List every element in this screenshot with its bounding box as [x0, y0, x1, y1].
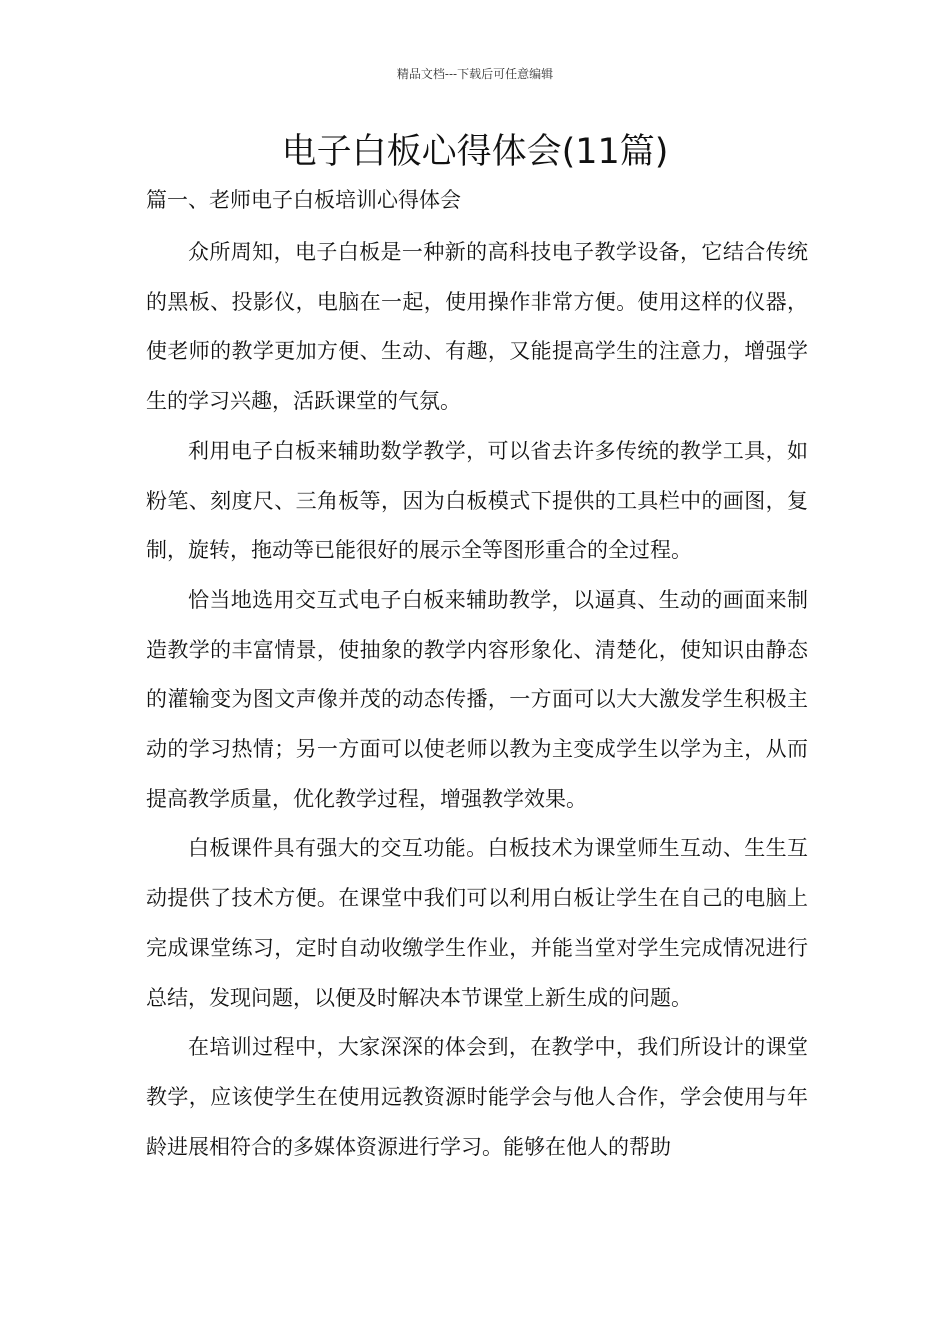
section-heading: 篇一、老师电子白板培训心得体会	[146, 188, 461, 212]
paragraph-2: 利用电子白板来辅助数学教学，可以省去许多传统的教学工具，如粉笔、刻度尺、三角板等，因为白板模式下提供的工具栏中的画图，复制，旋转，拖动等已能很好的展示全等图形重合的全过程。	[146, 438, 808, 563]
page-header-note: 精品文档---下载后可任意编辑	[396, 67, 554, 81]
document-title: 电子白板心得体会(11篇)	[281, 132, 669, 172]
paragraph-1: 众所周知，电子白板是一种新的高科技电子教学设备，它结合传统的黑板、投影仪，电脑在一起，使用操作非常方便。使用这样的仪器，使老师的教学更加方便、生动、有趣，又能提高学生的注意力，增强学生的学习兴趣，活跃课堂的气氛。	[146, 240, 808, 414]
paragraph-5: 在培训过程中，大家深深的体会到，在教学中，我们所设计的课堂教学，应该使学生在使用远教资源时能学会与他人合作，学会使用与年龄进展相符合的多媒体资源进行学习。能够在他人的帮助	[146, 1035, 808, 1159]
paragraph-4: 白板课件具有强大的交互功能。白板技术为课堂师生互动、生生互动提供了技术方便。在课堂中我们可以利用白板让学生在自己的电脑上完成课堂练习，定时自动收缴学生作业，并能当堂对学生完成情况进行总结，发现问题，以便及时解决本节课堂上新生成的问题。	[146, 836, 808, 1010]
document-body	[146, 228, 808, 1172]
paragraph-3: 恰当地选用交互式电子白板来辅助教学，以逼真、生动的画面来制造教学的丰富情景，使抽象的教学内容形象化、清楚化，使知识由静态的灌输变为图文声像并茂的动态传播，一方面可以大大激发学生积极主动的学习热情；另一方面可以使老师以教为主变成学生以学为主，从而提高教学质量，优化教学过程，增强教学效果。	[146, 587, 808, 811]
